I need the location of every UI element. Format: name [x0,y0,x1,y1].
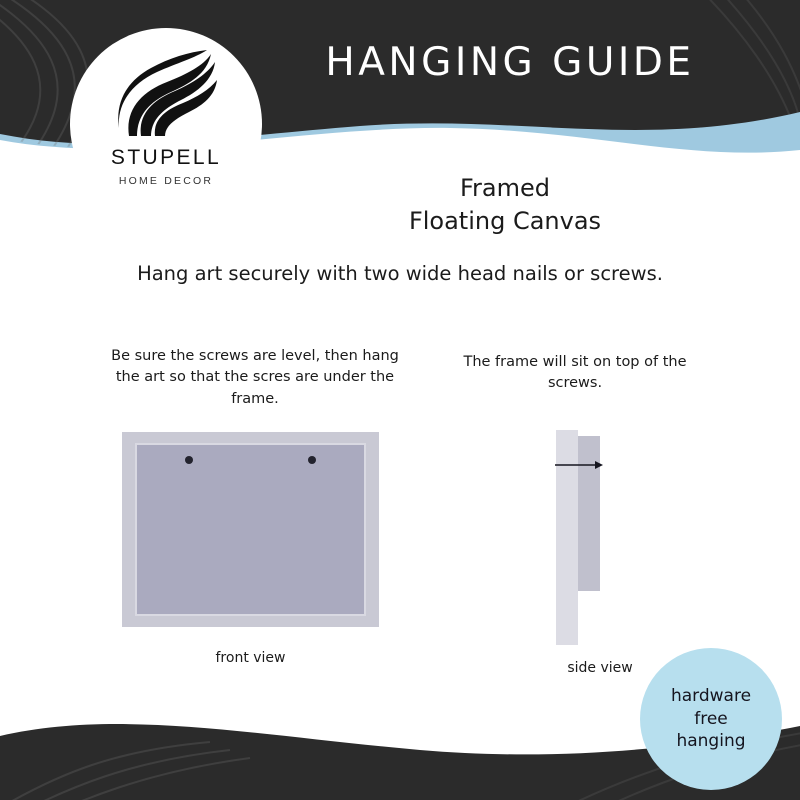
badge-line3: hanging [676,731,746,752]
badge-text [671,685,751,752]
front-view-caption: Be sure the screws are level, then hang the art so that the scres are under the frame. [111,348,399,407]
hardware-free-badge [640,648,782,790]
badge-line1: hardware [670,686,752,707]
swirl-wave-icon [111,50,221,142]
screw-dot-right [308,456,316,464]
product-type-line1: Framed [459,174,550,202]
front-view-label: front view [215,650,286,666]
front-view-diagram [122,432,379,627]
product-type [270,172,740,238]
brand-name: STUPELL [110,146,222,169]
main-instruction: Hang art securely with two wide head nails or screws. [137,262,663,285]
side-view-caption: The frame will sit on top of the screws. [463,354,687,392]
side-view-diagram [540,430,660,645]
front-view-canvas [135,443,366,616]
product-type-line2: Floating Canvas [408,207,602,236]
badge-line2: free [694,708,728,729]
screw-arrow-icon [555,460,603,470]
brand-logo [70,28,262,220]
side-view-label: side view [567,660,633,676]
screw-dot-left [185,456,193,464]
brand-subtitle: HOME DECOR [118,175,214,187]
page-title: HANGING GUIDE [325,40,695,85]
